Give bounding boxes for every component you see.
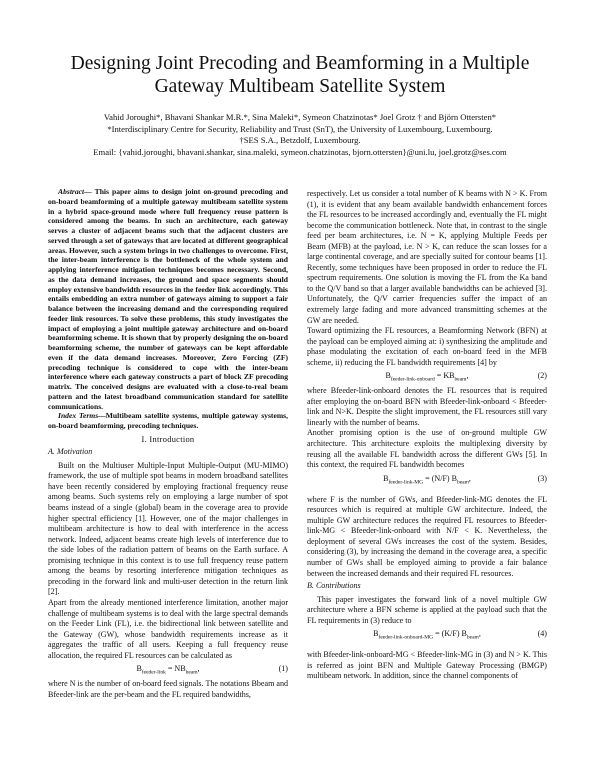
right-paragraph-5: where F is the number of GWs, and Bfeeder-link-MG denotes the FL resources which is required at multiple GW architecture. Indeed, the multiple GW architecture reduces the required FL resources to Bfeeder-link-MG < Bfeeder-link-onboard with N/F < K. Nevertheless, the deployment of several GWs increases the cost of the system. Besides, considering (3), by increasing the demand in the coverage area, a specific number of GWs shall be employed aiming to provide a fair balance between the increased demands and their required FL resources.	[307, 494, 547, 578]
eq4-lhs: B	[373, 629, 379, 639]
equation-4: $B_{feeder-link-onboard-MG} = (K/F)$ $B_{beam}$, (4)	[373, 629, 547, 641]
title-line-2: Gateway Multibeam Satellite System	[154, 76, 446, 97]
subsection-heading-motivation: A. Motivation	[48, 447, 93, 457]
eq1-rhs: = NB	[167, 664, 186, 674]
right-column	[307, 189, 547, 682]
equation-1: $B_{feeder-link} = NB_{beam}$, (1)	[136, 664, 288, 676]
eq4-lhs-sub: feeder-link-onboard-MG	[378, 634, 434, 641]
subsection-heading-contributions: B. Contributions	[307, 581, 361, 591]
eq1-lhs-sub: feeder-link	[141, 669, 166, 676]
affiliation-1: *Interdisciplinary Centre for Security, Reliability and Trust (SnT), the University of Luxembourg, Luxembourg.	[107, 123, 493, 134]
eq3-lhs: B	[383, 473, 389, 483]
eq3-rhs-sub: beam	[456, 479, 469, 486]
eq3-number: (3)	[537, 473, 547, 483]
right-paragraph-3: where Bfeeder-link-onboard denotes the FL resources that is required after employing the on-board BFN with Bfeeder-link-onboard < Bfeeder-link and N>K. Despite the slight improvement, the FL resources still vary linearly with the number of beams.	[307, 386, 547, 427]
abstract-text: This paper aims to design joint on-ground precoding and on-board beamforming of a multiple gateway multibeam satellite system in a hybrid space-ground mode where full frequency reuse pattern is considered among the beams. In such an architecture, each gateway serves a cluster of adjacent beams such that the adjacent clusters are served through a set of gateways that are located at different geographical areas. However, such a system brings in two challenges to overcome. First, the inter-beam interference is the bottleneck of the whole system and applying interference mitigation techniques becomes necessary. Second, as the data demand increases, the ground and space segments should employ extensive bandwidth resources in the feeder link accordingly. This entails embedding an extra number of gateways aiming to support a fair balance between the increasing demand and the corresponding required feeder link resources. To solve these problems, this study investigates the impact of employing a joint multiple gateway architecture and on-board beamforming scheme. It is shown that by properly designing the on-board beamforming scheme, the number of gateways can be kept affordable even if the data demand increases. Moreover, Zero Forcing (ZF) precoding technique is considered to cope with the inter-beam interference where each gateway constructs a part of block ZF precoding matrix. The conceived designs are evaluated with a close-to-real beam pattern and the latest broadband communication standard for satellite communications.	[48, 187, 288, 411]
paper-title	[40, 52, 560, 98]
author-names: Vahid Joroughi*, Bhavani Shankar M.R.*, Sina Maleki*, Symeon Chatzinotas* Joel Grotz † and Björn Ottersten*	[103, 112, 497, 122]
author-block	[40, 112, 560, 158]
eq1-number: (1)	[278, 664, 288, 674]
index-terms	[48, 411, 288, 431]
eq2-lhs-sub: feeder-link-onboard	[390, 376, 435, 383]
intro-paragraph-3: where N is the number of on-board feed signals. The notations Bbeam and Bfeeder-link are the per-beam and the FL required bandwidths,	[48, 679, 288, 699]
affiliation-2: †SES S.A., Betzdolf, Luxembourg.	[239, 135, 361, 146]
eq2-lhs: B	[385, 371, 391, 381]
index-terms-label: Index Terms—	[58, 411, 106, 421]
author-emails: Email: {vahid.joroughi, bhavani.shankar, sina.maleki, symeon.chatzinotas, bjorn.ottersten}@uni.lu, joel.grotz@ses.com	[93, 146, 507, 157]
right-paragraph-4: Another promising option is the use of on-ground multiple GW architecture. This architecture exploits the multiplexing diversity by reusing all the available FL bandwidth across the different GWs [5]. In this context, the required FL bandwidth becomes	[307, 428, 547, 470]
intro-paragraph-2: Apart from the already mentioned interference limitation, another major challenge of multibeam systems is to deal with the large spectral demands on the Feeder Link (FL), i.e. the bidirectional link between satellite and the Gateway (GW), whose bandwidth requirements increase as it aggregates the traffic of all users. Keeping a full frequency reuse allocation, the required FL resources can be calculated as	[48, 597, 288, 660]
index-terms-text: Multibeam satellite systems, multiple gateway systems, on-board beamforming, precoding techniques.	[48, 411, 289, 430]
right-paragraph-1: respectively. Let us consider a total number of K beams with N > K. From (1), it is evident that any beam available bandwidth enhancement forces the FL resources to be increased accordingly and, eventually the FL might become the communication bottleneck. Note that, in contrast to the single feed per beam architectures, i.e. N = K, applying Multiple Feeds per Beam (MFB) at the payload, i.e. N > K, can reduce the scan losses for a large continental coverage, and are specially suited for contour beams [1]. Recently, some techniques have been proposed in order to reduce the FL spectrum requirements. One solution is moving the FL from the Ka band to the Q/V band so that a larger available bandwidths can be achieved [3]. Unfortunately, the Q/V carrier frequencies suffer the impact of an extremely large fading and more advanced transmitting schemes at the GW are needed.	[307, 189, 547, 325]
section-heading-introduction: I. Introduction	[141, 434, 195, 444]
eq4-rhs-sub: beam	[466, 634, 479, 641]
equation-2: $B_{feeder-link-onboard} = KB_{beam}$, (2)	[385, 371, 547, 383]
right-paragraph-2: Toward optimizing the FL resources, a Beamforming Network (BFN) at the payload can be employed aiming at: i) synthesizing the amplitude and phase modulating the excitation of each on-board feed in the MFB scheme, ii) reducing the FL bandwidth requirements [4] by	[307, 326, 547, 367]
intro-paragraph-1: Built on the Multiuser Multiple-Input Multiple-Output (MU-MIMO) framework, the use of multiple spot beams in modern broadband satellites have been recently considered by employing fractional frequency reuse among beams. Such systems rely on employing a large number of spot beams instead of a single (global) beam in the coverage area to provide higher spectral efficiency [1]. However, one of the major challenges in multibeam architecture is how to deal with interference in the access network. Indeed, adjacent beams create high levels of interference due to the side lobes of the radiation pattern of beams on the Earth surface. A promising technique in this context is to use full frequency reuse pattern among the beams by resorting interference mitigation techniques as precoding in the forward link and multi-user detection in the return link [2].	[48, 460, 288, 597]
eq4-rhs: = (K/F) B	[435, 629, 467, 639]
eq2-rhs-sub: beam	[454, 376, 467, 383]
eq3-lhs-sub: feeder-link-MG	[388, 479, 424, 486]
abstract	[48, 187, 288, 411]
eq2-number: (2)	[537, 371, 547, 381]
eq2-rhs: = KB	[436, 371, 455, 381]
right-paragraph-6: This paper investigates the forward link of a novel multiple GW architecture where a BFN scheme is applied at the payload such that the FL requirements in (3) reduce to	[307, 594, 547, 625]
title-line-1: Designing Joint Precoding and Beamforming in a Multiple	[70, 53, 530, 74]
left-column	[48, 187, 288, 700]
equation-3: $B_{feeder-link-MG} = (N/F)$ $B_{beam}$, (3)	[383, 473, 547, 486]
eq3-rhs: = (N/F) B	[425, 473, 457, 483]
eq1-lhs: B	[136, 664, 142, 674]
abstract-label: Abstract—	[58, 187, 92, 196]
eq4-number: (4)	[537, 629, 547, 639]
eq1-rhs-sub: beam	[185, 669, 198, 676]
right-paragraph-7: with Bfeeder-link-onboard-MG < Bfeeder-link-MG in (3) and N > K. This is referred as joint BFN and Multiple Gateway Processing (BMGP) multibeam network. In addition, since the channel components of	[307, 650, 547, 681]
